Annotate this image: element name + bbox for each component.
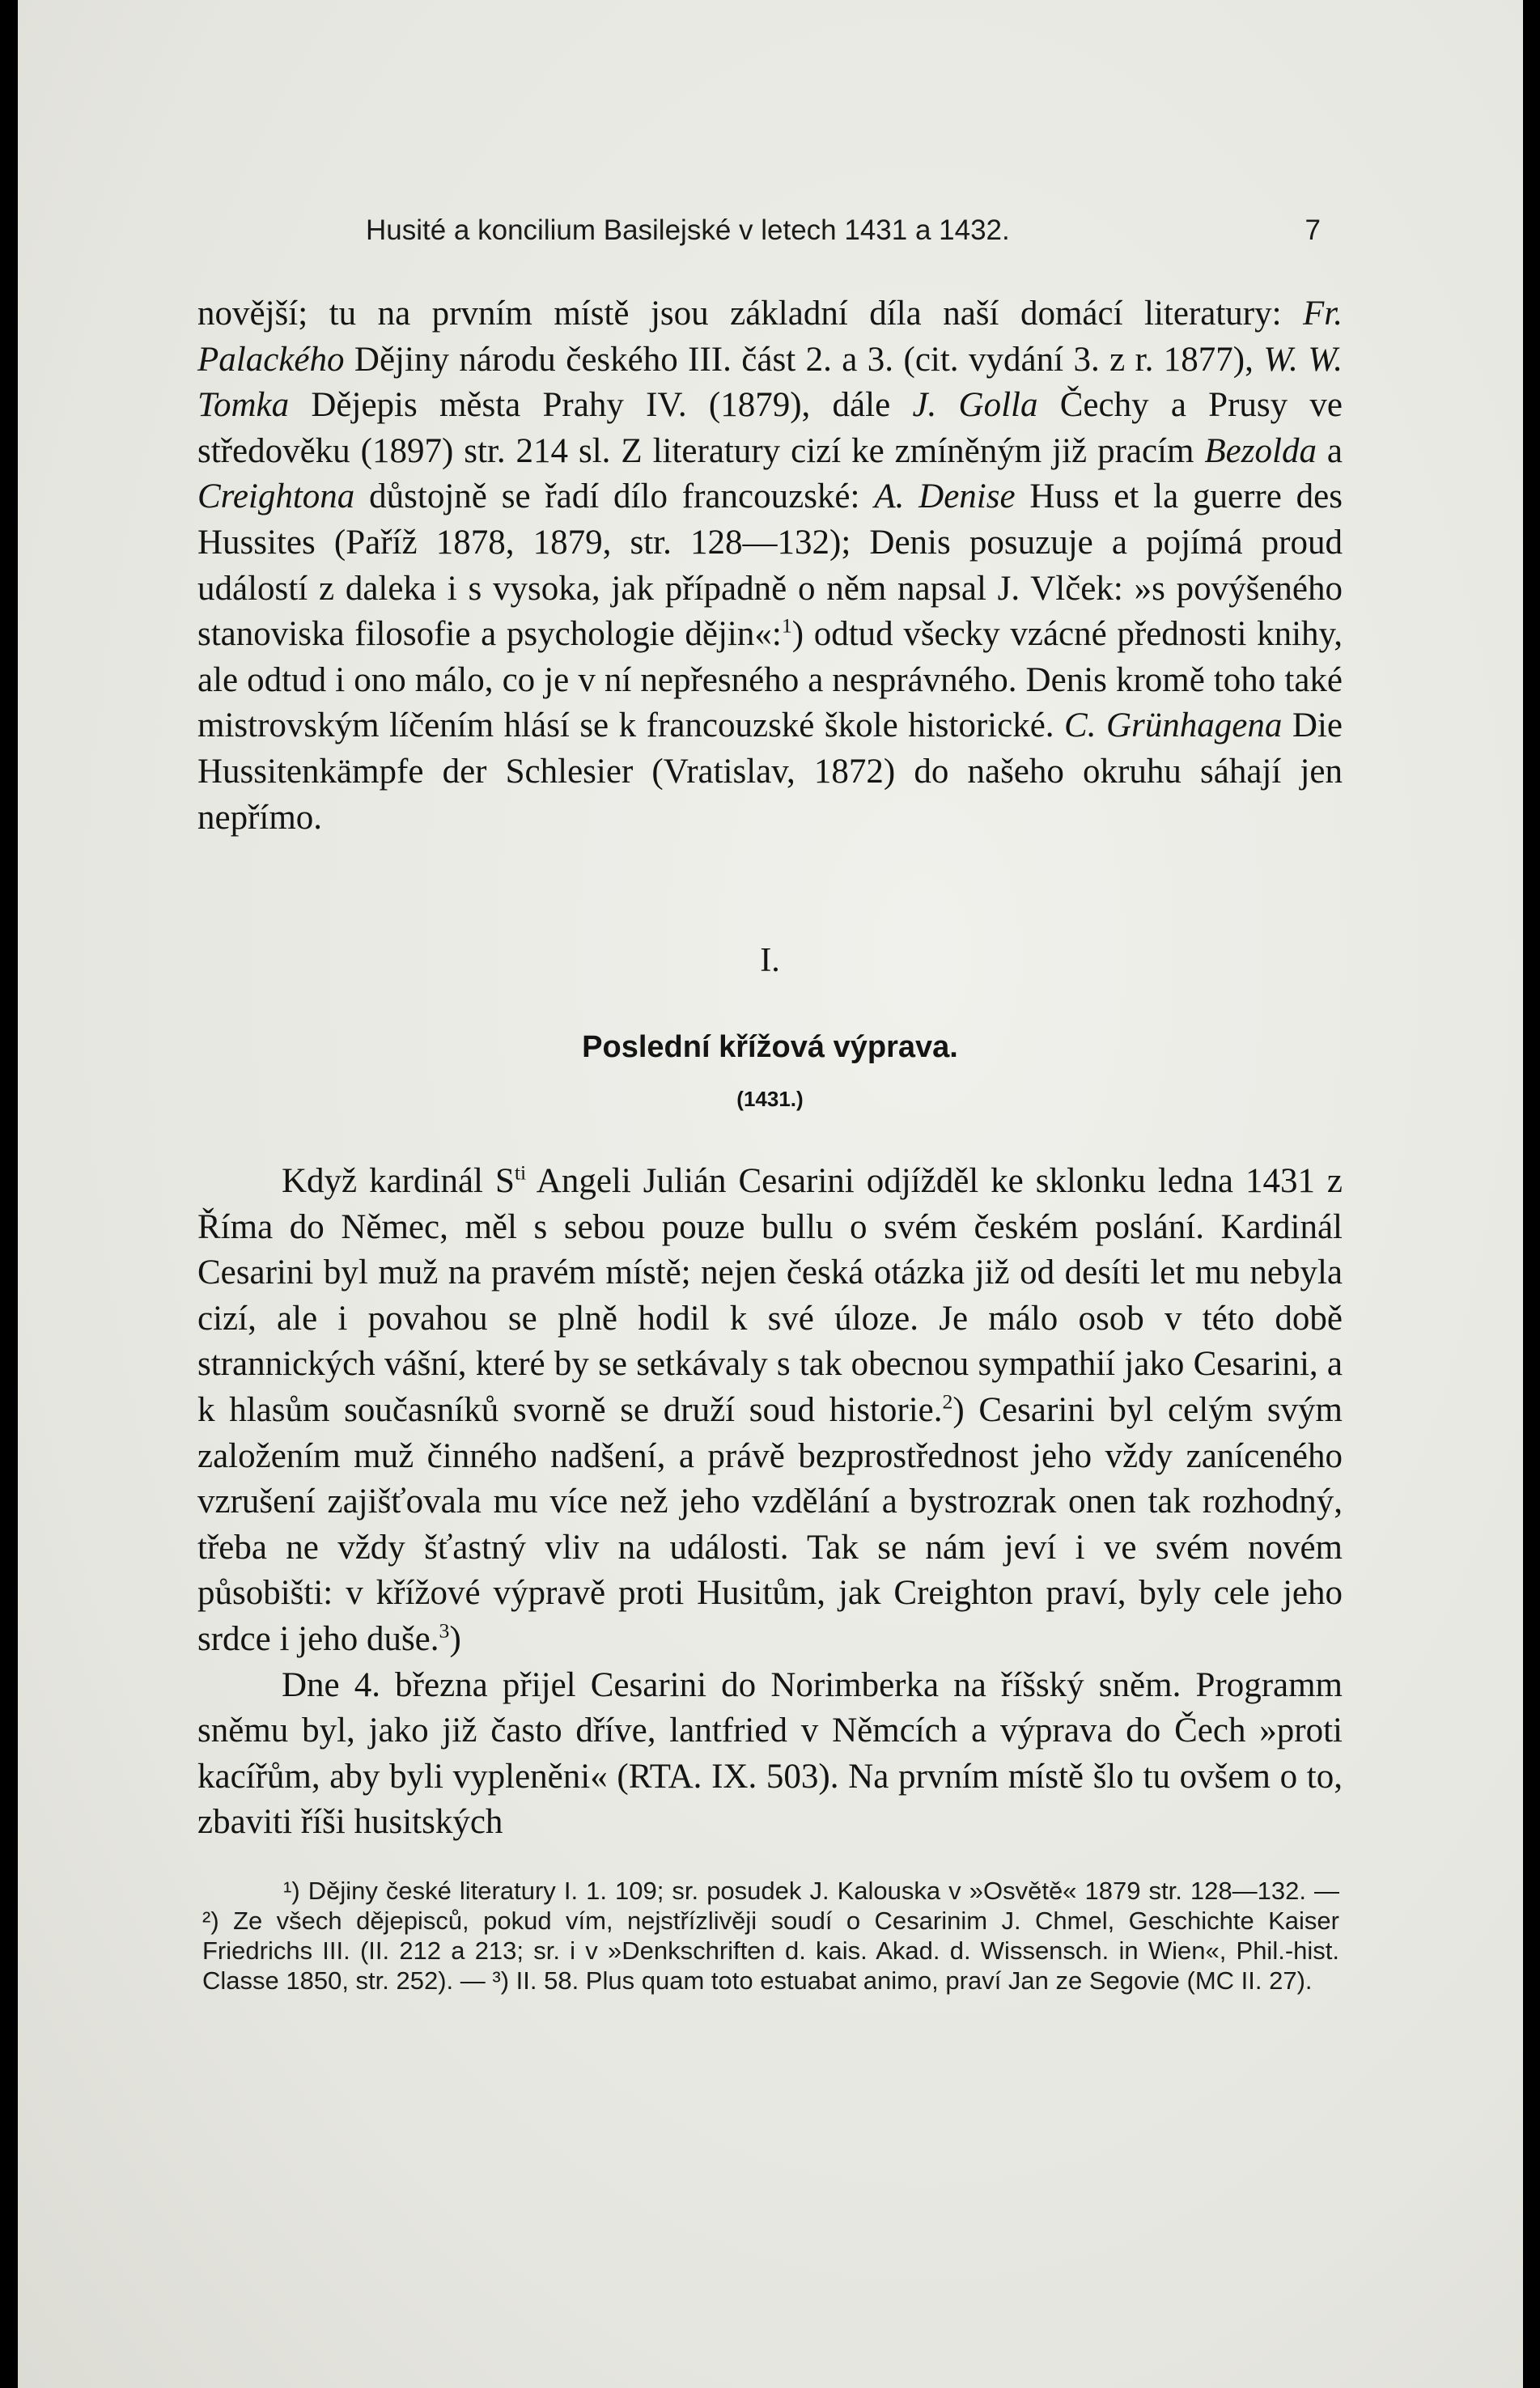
author-creighton: Creightona xyxy=(197,477,355,516)
running-title: Husité a koncilium Basilejské v letech 1431 a 1432. xyxy=(366,214,1010,246)
body-paragraph-1: Když kardinál $S^{ti}$ Angeli Julián Cesarini odjížděl ke sklonku ledna 1431 z Říma do Němec, měl s sebou pouze bullu o svém českém poslání. Kardinál Cesarini byl muž na pravém místě; nejen česká otázka již od desíti let mu nebyla cizí, ale i povahou se plně hodil k své úloze. Je málo osob v této době strannických vášní, které by se setkávaly s tak obecnou sympathií jako Cesarini, a k hlasům současníků svorně se druží soud historie.$^2$) Cesarini byl celým svým založením muž činného nadšení, a právě bezprostřednost jeho vždy zaníceného vzrušení zajišťovala mu více než jeho vzdělání a bystrozrak onen tak rozhodný, třeba ne vždy šťastný vliv na události. Tak se nám jeví i ve svém novém působišti: v křížové výpravě proti Husitům, jak Creighton praví, byly cele jeho srdce i jeho duše.$^3$) xyxy=(197,1160,1343,1658)
page-number: 7 xyxy=(1305,214,1321,246)
footnotes xyxy=(202,1876,1339,1996)
footnotes-text: ¹) Dějiny české literatury I. 1. 109; sr. posudek J. Kalouska v »Osvětě« 1879 str. 128—132. — ²) Ze všech dějepisců, pokud vím, nejstřízlivěji soudí o Cesarinim J. Chmel, Geschichte Kaiser Friedrichs III. (II. 212 a 213; sr. i v »Denkschriften d. kais. Akad. d. Wissensch. in Wien«, Phil.-hist. Classe 1850, str. 252). — ³) II. 58. Plus quam toto estuabat animo, praví Jan ze Segovie (MC II. 27). xyxy=(202,1877,1339,1995)
intro-paragraph: novější; tu na prvním místě jsou základní díla naší domácí literatury: Fr. Palackého Dějiny národu českého III. část 2. a 3. (cit. vydání 3. z r. 1877), W. W. Tomka Dějepis města Prahy IV. (1879), dále J. Golla Čechy a Prusy ve středověku (1897) str. 214 sl. Z literatury cizí ke zmíněným již pracím Bezolda a Creightona důstojně se řadí dílo francouzské: A. Denise Huss et la guerre des Hussites (Paříž 1878, 1879, str. 128—132); Denis posuzuje a pojímá proud událostí z daleka i s vysoka, jak případně o něm napsal J. Vlček: »s povýšeného stanoviska filosofie a psychologie dějin«:$^1$) odtud všecky vzácné přednosti knihy, ale odtud i ono málo, co je v ní nepřesného a nesprávného. Denis kromě toho také mistrovským líčením hlásí se k francouzské škole historické. C. Grünhagena Die Hussitenkämpfe der Schlesier (Vratislav, 1872) do našeho okruhu sáhají jen nepřímo. xyxy=(197,295,1343,837)
author-bezold: Bezolda xyxy=(1204,431,1317,470)
scanned-page xyxy=(18,0,1523,2388)
section-number: I. xyxy=(760,942,780,979)
footnote-ref-1: 1 xyxy=(781,613,792,638)
section-title: Poslední křížová výprava. xyxy=(582,1030,958,1064)
author-palacky: Fr. Palackého xyxy=(197,295,1343,379)
author-denis: A. Denise xyxy=(874,477,1016,516)
superscript-ti: ti xyxy=(514,1160,527,1185)
intro-block xyxy=(197,291,1343,841)
footnote-ref-3: 3 xyxy=(439,1618,450,1643)
author-tomek: W. W. Tomka xyxy=(197,340,1343,425)
footnote-ref-2: 2 xyxy=(942,1389,953,1414)
body-paragraph-2: Dne 4. března přijel Cesarini do Norimberka na říšský sněm. Programm sněmu byl, jako již často dříve, lantfried v Němcích a výprava do Čech »proti kacířům, aby byli vypleněni« (RTA. IX. 503). Na prvním místě šlo tu ovšem o to, zbaviti říši husitských xyxy=(197,1665,1343,1842)
section-year: (1431.) xyxy=(736,1087,804,1111)
author-grunhagen: C. Grünhagena xyxy=(1064,706,1283,745)
body-block xyxy=(197,1159,1343,1846)
author-goll: J. Golla xyxy=(912,386,1038,425)
